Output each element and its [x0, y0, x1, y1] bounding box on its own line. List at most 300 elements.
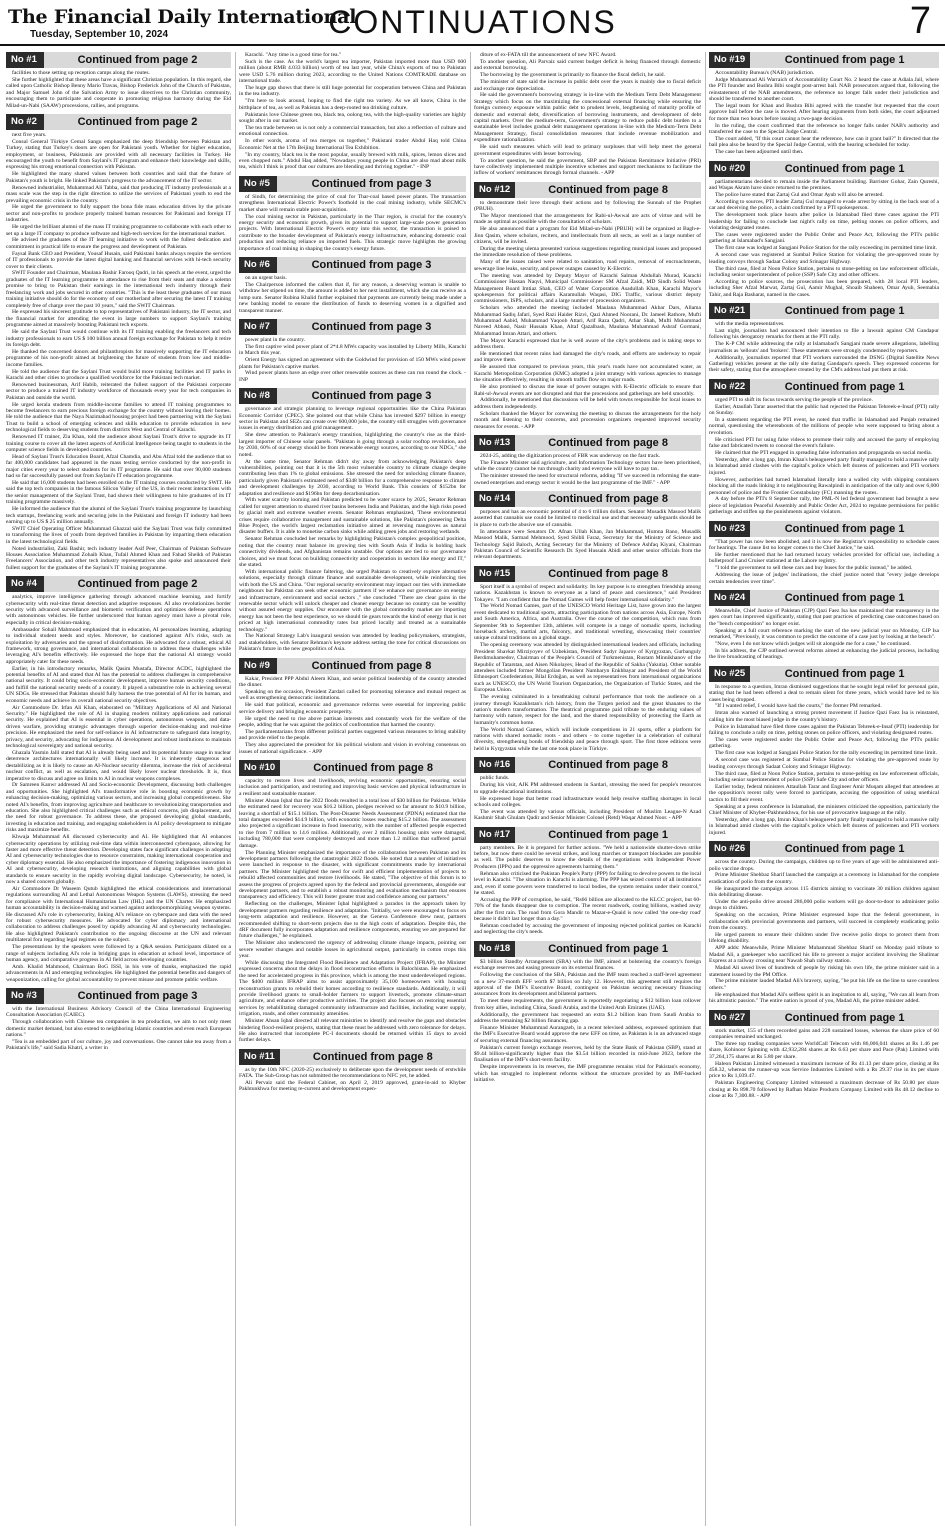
column-1 [6, 52, 231, 1526]
story-paragraph: SWIT Founder and Chairman, Maulana Bashir Farooq Qadri, in his speech at the event, urged the graduates of the IT learning programme to attendance to rise from their seats and make a solemn promise to bring to Pakistan their earnings in the international tech industry through their freelancing work and jobs secured in other countries. "This is the least these graduates of our mass training initiative should do for the economy of our motherland after securing the latest IT training completely free of charge over the past 10 years," said the SWIT Chairman. [6, 270, 231, 309]
story-paragraph: With water scarcity looming and Pakistan predicted to be water scarce by 2025, Senator Rehman called for urgent attention to shared river basins between India and Pakistan, and the high risks posed by glacial melt and extreme weather events. Senator Rehman emphasized, 'These environmental crises require collaborative management and sustainable solutions, like Pakistan's pioneering Delta Blue Project, the world's largest reclamation initiative aimed at reversing mangroves as natural disaster buffers. It is able to monetise carbon sinks while adding green jobs and restoring wetlands. [239, 497, 466, 536]
continuation-story [6, 988, 231, 1052]
story-paragraph: He advised the graduates of the IT learning initiative to work with the fullest dedication and commitment in practical life to ensure the progress and development of Pakistan. [6, 237, 231, 250]
continuation-story [239, 257, 466, 314]
story-body [709, 321, 939, 374]
story-paragraph: Madad Ali saved lives of hundreds of people by risking his own life, the prime minister said in a statement issued by the PM Office. [709, 965, 939, 978]
story-paragraph: He said the government's borrowing strategy is in-line with the Medium Term Debt Management Strategy which focus on the maximizing the concessional external financing while ensuring the foreign currency exposure within public debt to prudent levels, lengthening of maturity profile of domestic and external debt, diversification of borrowing instruments, and development of debt capital markets. Over the medium-term, Government's strategy to reduce public debt burden to a sustainable level includes gradual debt management operations in-line with the Medium-Term Debt Management Strategy, fiscal consolidation measures that include revenue mobilization and expenditure rationalization. [474, 92, 701, 144]
story-paragraph: He informed the audience that the alumni of the Saylani Trust's training programme by launching tech startups, freelancing work and securing jobs in the Pakistani and foreign IT industry had been earning up to US $ 25 million annually. [6, 506, 231, 525]
continued-label: Continued from page 8 [515, 757, 701, 773]
story-number-badge: No #18 [474, 941, 515, 957]
story-paragraph: next five years. [12, 131, 47, 138]
story-number-badge: No #20 [709, 161, 750, 177]
story-paragraph: Minister Ahsan Iqbal directed all relevant ministries to identify and resolve the gaps and obstacles hindering flood-resilient projects, stating that these must be addressed with zero tolerance for delays. He also instructed that incomplete PC-I documents should be returned within 15 days to avoid further delays. [239, 1018, 466, 1044]
story-paragraph: Minister Ahsan Iqbal that the 2022 floods resulted in a total loss of $30 billion for Pakistan. While the estimated need for recovery was $16.2 billion, pledges received so far amount to $10.9 billion, leaving a shortfall of $15.1 billion. The Post-Disaster Needs Assessment (PDNA) estimated that the total damages exceeded $14.9 billion, with economic losses reaching $15.2 billion. The assessment also projected a significant increase in food insecurity, with the number of affected people expected to rise from 7 million to 14.6 million. Additionally, over 2 million housing units were damaged, including 780,000 that were completely destroyed and more than 1.2 million that suffered partial damage. [239, 797, 466, 849]
story-header [6, 988, 231, 1004]
story-paragraph: Noted industrialist, Zaki Bashir, tech industry leader Asif Peer, Chairman of Pakistan Software Houses Association Muhammad Zohaib Khan, Tufail Ahmed Khan and Fahad Sheikh of Pakistan Freelancers' Association, and other tech industry representatives also spoke and announced their fullest support for the graduates of the Saylani's IT training programme. [6, 545, 231, 571]
story-paragraph: Ali Pervaiz said the Federal Cabinet, on April 2, 2019 approved, grant-in-aid to Khyber Pakhtunkhwa for meeting re-current and development expen- [239, 1080, 466, 1093]
continued-label: Continued from page 8 [515, 566, 701, 582]
continuation-story [709, 161, 939, 298]
story-paragraph: Consul General Türkiye Cemal Sangu emphasized the deep friendship between Pakistan and Turkey, stating that Turkey's doors are open for Pakistani youth. Whether for higher education, employment, or business, Pakistanis are provided with all necessary facilities in Turkey. He encouraged the youth to benefit from Saylani's IT program and enhance their knowledge and skills, expressing his strong emotional connection with Pakistan. [6, 138, 231, 171]
story-paragraph: He assured that compared to previous years, this year's roads have not accumulated water, as Karachi Metropolitan Corporation (KMC) adopted a joint strategy with various agencies to manage the situation effectively, resulting in smooth traffic flow on major roads. [474, 364, 701, 384]
story-paragraph: At the same time, Senator Rehman didn't shy away from acknowledging Pakistan's deep vulnerabilities, pointing out that it is the 5th most vulnerable country to climate change despite contributing less than 1% to global emissions. She stressed the need for unlocking climate finance, particularly given Pakistan's estimated need of $348 billion for a comprehensive response to climate and development challenges by 2030, according to World Bank. This consists of $152bn for adaptation and resilience and $196bn for deep decarbonisation. [239, 458, 466, 497]
column-4 [709, 52, 939, 1526]
continuation-story [239, 319, 466, 383]
story-body [239, 275, 466, 314]
story-body [474, 509, 701, 561]
story-number-badge: No #2 [6, 114, 44, 130]
continued-label: Continued from page 1 [750, 666, 939, 682]
story-paragraph: He said that political, economic and governance reforms were essential for improving public service delivery and bringing economic prosperity. [239, 702, 466, 715]
continued-label: Continued from page 3 [277, 388, 466, 404]
story-paragraph: Yesterday, after a long gap, Imran Khan's beleaguered party finally managed to hold a massive rally in Islamabad amid clashes with the capital's police which left dozens of policemen and PTI workers injured. [709, 457, 939, 476]
continuation-story [709, 1010, 939, 1100]
story-paragraph: In other words, aroma of tea merges us together," Pakistani trader Abdul Haq told China Economic Net at the 17th Beijing International Tea Exhibition. [239, 138, 466, 151]
story-paragraph: The development took place hours after police in Islamabad filed three cases against the PTI leadership for failing to conclude last night's rally on time, pelting stones on police officers, and violating designated routes. [709, 212, 939, 232]
story-paragraph: Such is the case. As the world's largest tea importer, Pakistan imported more than USD 600 million (about RMB 4.033 billion) worth of tea last year, while China's exports of tea to Pakistan were USD 5.76 million during 2023, according to the United Nations COMTRADE database on international trade. [239, 58, 466, 85]
story-paragraph: facilities to those setting up reception camps along the routes. [12, 70, 150, 76]
story-body [474, 200, 701, 430]
story-paragraph: He told the audience that the Saylani Trust would build more training facilities and IT parks in Karachi and other cities to produce a qualified workforce for the Pakistani tech market. [6, 368, 231, 381]
story-header [709, 52, 939, 68]
story-paragraph: Addressing the issue of judges' inclinations, the chief justice noted that "every judge develops certain tendencies over time". [709, 572, 939, 585]
story-paragraph: with the media representatives. [715, 321, 785, 328]
continued-label: Continued from page 3 [277, 319, 466, 335]
story-paragraph: Senator Rehman concluded her remarks by highlighting Pakistan's complex geopolitical position, noting that the country must balance its growing ties with South Asia if India is holding back connectivity dividends, and Afghanistan remains unstable. Our options are tied to our governance choices, and we must focus on building connectivity and cooperation in sectors like energy and IT," she stated. [239, 536, 466, 568]
continued-label: Continued from page 1 [750, 161, 939, 177]
story-paragraph: purposes and has an economic potential of 4 to 6 trillion dollars. Senator Musadik Masood Malik asserted that cannabis use could be limited to medicinal use and that necessary safeguards should be in place to curb the abusive use of cannabis. [474, 508, 701, 528]
story-paragraph: Following the conclusion of the SBA, Pakistan and the IMF team reached a staff-level agreement on a new 37-month EFF worth $7 billion on July 12. However, this agreement still requires the approval of the IMF's Executive Board, contingent on Pakistan securing necessary financing assurances from its development and bilateral partners. [474, 972, 701, 998]
story-paragraph: Renowned businessman, Arif Habib, reiterated the fullest support of the Pakistani corporate sector to produce a trained IT industry workforce of thousands every year for tech companies in Pakistan and outside the world. [6, 381, 231, 401]
story-paragraph: However, authorities had turned Islamabad literally into a walled city with shipping containers blocking all the roads linking it to neighbouring Rawalpindi in anticipation of the rally and over 6,000 personnel of police and the Frontier Constabulary (FC) manning the routes. [709, 476, 939, 496]
story-number-badge: No #8 [239, 388, 277, 404]
story-body [239, 406, 466, 652]
story-paragraph: Meanwhile, Chief Justice of Pakistan (CJP) Qazi Faez Isa has maintained that transparency in the apex court has improved significantly, stating that past practices of predicting case outcomes based on the "bench composition" no longer exist. [709, 608, 939, 627]
story-paragraph: He urged kerala students from middle-income families to attend IT training programmes to become freelancers to earn precious foreign exchange for the country without leaving their homes. He told the audience that the Naya Nazimabad housing project had been partnering with the Saylani Trust to build a school of emerging sciences and skills education to provide education in new technological fields to deserving students from districts West and Central of Karachi. [6, 401, 231, 434]
story-paragraph: Rehman also criticised the Pakistan People's Party (PPP) for failing to devolve powers to the local level in Karachi. "The situation in Karachi is alarming. The PPP has seized control of all institutions and, even if some powers were transferred to local bodies, the system remains under their control," he stated. [474, 870, 701, 896]
story-paragraph: $3 billion Standby Arrangement (SBA) with the IMF, aimed at bolstering the country's foreign exchange reserves and easing pressure on its external finances. [474, 958, 701, 972]
story-header [474, 566, 701, 582]
story-paragraph: They also appreciated the president for his political wisdom and vision in evolving consensus on issues of national significance. - APP [239, 742, 466, 755]
story-paragraph: She further highlighted that these areas have a significant Christian population. In this regard, she called upon Catholic Bishop Benny Mario Travas, Bishop Frederick John of the Church of Pakistan, and Major Samuel John of the Salvation Army to issue directives to the Christian community, encouraging them to participate and cooperate in promoting religious harmony during the Eid Milad-un-Nabi (SAAW) processions, rallies, and programs. [6, 76, 231, 109]
story-paragraph: Kakar, President PPP Abdul Aleem Khan, and senior political leadership of the country attended the dinner. [239, 675, 466, 689]
continued-label: Continued from page 2 [44, 114, 231, 130]
story-paragraph: Additionally, he mentioned that discussions will be held with towns responsible for local issues to address them independently. [474, 397, 701, 410]
story-paragraph: Renowned industrialist, Muhammad Ali Tabba, said that producing IT industry professionals at a mass scale was the step in the right direction to utilize the services of Pakistani youth to end the prevailing economic crisis in the country. [6, 184, 231, 204]
story-paragraph: The National Strategy Lab's inaugural session was attended by leading policymakers, strategists, and stakeholders, with Senator Rehman's keynote address setting the tone for critical discussions on Pakistan's future in the new geopolitics of Asia. [239, 633, 466, 653]
story-number-badge: No #5 [239, 176, 277, 192]
story-number-badge: No #16 [474, 757, 515, 773]
story-paragraph: Additionally, the government has requested an extra $1.2 billion loan from Saudi Arabia to address the remaining $2 billion financing gap. [474, 1011, 701, 1024]
story-body [474, 959, 701, 1084]
story-paragraph: He urged the need to rise above partisan interests and constantly work for the welfare of the people, adding that he was against the politics of confrontation that harmed the country. [239, 715, 466, 729]
story-paragraph: He expressed hope that better road infrastructure would help resolve staffing shortages in local schools and colleges. [474, 795, 701, 808]
story-header [709, 1010, 939, 1026]
column-3 [474, 52, 701, 1526]
story-paragraph: In response to a question, Imran dismissed suggestions that he sought legal relief for personal gain, stating that he had been offered a deal to remain silent for three years, which would have led to his cases being dropped. [709, 683, 939, 703]
continued-label: Continued from page 3 [44, 988, 231, 1004]
story-paragraph: Under the anti-polio drive around 286,000 polio workers will go door-to-door to administer polio drops to children. [709, 899, 939, 912]
page-number: 7 [909, 0, 931, 42]
story-paragraph: The World Nomad Games, which will include competitions in 21 sports, offer a platform for nations with shared nomadic roots - and others - to come together in a celebration of cultural diversity, strengthening bonds of friendship and peace through sport. The first three editions were held in Kyrgyzstan while the last one took place in Türkiye. [474, 726, 701, 752]
story-paragraph: of Sindh, for determining the price of coal for Thar-coal based power plants. The transaction strengthens International Electric Power's foothold in the coal mining industry, while SECMC's market share will remain stable post-acquisition. [239, 193, 466, 213]
story-paragraph: The legal team for Khan and Bushra Bibi agreed with the transfer but requested that the court approve bail before the case is moved. After hearing arguments from both sides, the court adjourned for more than two hours before issuing a two-page decision. [709, 103, 939, 122]
story-body [6, 594, 231, 983]
story-number-badge: No #13 [474, 435, 515, 451]
story-number-badge: No #4 [6, 576, 44, 592]
story-paragraph: urged PTI to shift its focus towards serving the people of the province. [715, 396, 873, 403]
story-paragraph: Many of the issues raised were related to sanitation, road repairs, removal of encroachments, sewerage line leaks, security, and power outages caused by K-Electric. [474, 259, 701, 272]
story-paragraph: While discussing the Integrated Flood Resilience and Adaptation Project (IFRAP), the Minister expressed concerns about the delays in flood reconstruction efforts in Balochistan. He emphasized the need for accelerated progress in this province, which is among the most underdeveloped regions. The $400 million IFRAP aims to assist approximately 35,100 homeowners with housing reconstruction grants to rebuild their homes according to resilience standards. Additionally, it will provide livelihood grants to small-holder farmers to support livestock, promote climate-smart agriculture, and enhance other productive activities. The project also focuses on restoring essential services by rehabilitating damaged community infrastructure and facilities, including water supply, irrigation, roads, and other community amenities. [239, 959, 466, 1018]
story-paragraph: The meeting was attended by Deputy Mayor of Karachi Salman Abdullah Murad, Karachi Commissioner Hassan Naqvi, Municipal Commissioner SM Afzal Zaidi, MD Sindh Solid Waste Management Board Imtiaz Shah, CEO of Water Corporation Asadullah Khan, Karachi Mayor's spokesperson for political affairs Karamullah Waqasi, DIG Traffic, various district deputy commissioners, ISPS, scholars, and a large number of procession organizers. [474, 272, 701, 305]
story-paragraph: The third case, filed at Noon Police Station, pertains to stone-pelting on law enforcement officials, including senior superintendent of police (SSP) Safe City and other officers. [709, 770, 939, 783]
story-body [239, 676, 466, 755]
story-paragraph: "Now, even I do not know which judges will sit alongside me for a case," he continued. [715, 641, 911, 648]
columns-area [6, 52, 939, 1526]
continued-label: Continued from page 1 [515, 827, 701, 843]
story-header [474, 757, 701, 773]
story-header [6, 114, 231, 130]
story-paragraph: Speaking on the occasion, Prime Minister expressed hope that the federal government, in collaboration with provincial governments and partners, will succeed in completely eradicating polio from the country. [709, 912, 939, 932]
story-header [474, 827, 701, 843]
continued-label: Continued from page 1 [515, 941, 701, 957]
continuation-story [239, 176, 466, 252]
story-paragraph: According to police sources, the prosecution has been prepared, with 28 local PTI leaders, including Sher Afzal Marwat, Zartaj Gul, Aamir Mughal, Shoaib Shaheen, Omar Ayub, Seemabia Tahir, and Raja Basharat, named in the cases. [709, 278, 939, 298]
story-paragraph: parliamentarians decided to remain inside the Parliament building. Barrister Gohar, Zain Qureshi, and Waqas Akram have since returned to the premises. [709, 178, 939, 192]
story-paragraph: He said that 16,000 students had been enrolled on the IT training courses conducted by SWIT. He said the top tech companies in the famous Silicon Valley of the US, in their recent interactions with the senior management of the Saylani Trust, had shown their willingness to hire graduates of its IT training programme massively. [6, 479, 231, 506]
story-paragraph: on an urgent basis. [245, 274, 287, 281]
story-paragraph: The huge gap shows that there is still huge potential for cooperation between China and Pakistan in the tea industry. [239, 85, 466, 98]
story-header [709, 590, 939, 606]
story-paragraph: Pakistanis love Chinese green tea, black tea, oolong tea, with the high-quality varieties are highly sought after in our market. [239, 111, 466, 125]
story-paragraph: Head of Saylani Trust's Education Board, Afzal Chamdia, and Abu Afzal told the audience that so far 400,000 candidates had appeared in the mass testing service conducted by the non-profit in major cities every year to select students for its IT programme. He said that over 90,000 students had so far successfully passed out from Saylani's IT education programme. [6, 453, 231, 480]
story-paragraph: Finance Minister Muhammad Aurangzeb, in a recent televised address, expressed optimism that the IMF's Executive Board would approve the new EFF on time, as Pakistan is in an advanced stage of securing external financing assurances. [474, 1024, 701, 1044]
story-paragraph: 2024-25, adding the digitization process of FBR was underway on the fast track. [480, 452, 661, 459]
story-paragraph: He urged the brilliant alumni of the mass IT training programme to collaborate with each other to set up a large IT company to produce software and high-tech services for the international market. [6, 224, 231, 237]
story-paragraph: diture of ex-FATA till the announcement of new NFC Award. [480, 52, 617, 58]
story-paragraph: stock market, 155 of them recorded gains and 228 sustained losses, whereas the share price of 60 companies remained unchanged. [709, 1027, 939, 1040]
story-number-badge: No #23 [709, 521, 750, 537]
story-header [6, 52, 231, 68]
story-paragraph: Accountability Bureau's (NAB) jurisdiction. [715, 70, 815, 76]
story-paragraph: Speaking at a press conference in Islamabad, the ministers criticized the opposition, particularly the Chief Minister of Khyber-Pakhtunkhwa, for his use of provocative language at the rally. [709, 803, 939, 816]
story-number-badge: No #7 [239, 319, 277, 335]
story-body [709, 70, 939, 156]
story-number-badge: No #25 [709, 666, 750, 682]
story-paragraph: Air Commodore Dr Waseem Qutub highlighted the ethical considerations and international regulations surrounding AI and Lethal Autonomous Weapon Systems (LAWS), stressing the need for compliance with International Humanitarian Law (IHL) and the UN Charter. He emphasized human accountability in decision-making and warned against anthropomorphizing weapon systems. He discussed AI's role in cybersecurity, linking AI's reliance on cyberspace and data with the need for robust cybersecurity measures. He advocated for cyber diplomacy and international collaboration to address challenges posed by rapidly advancing AI and cybersecurity technologies. He also highlighted Pakistan's contribution to the ongoing discourse at the UN and relevant multilateral fora regarding legal regimes on the subject. [6, 885, 231, 944]
story-number-badge: No #6 [239, 257, 277, 273]
story-paragraph: Despite improvements in its reserves, the IMF programme remains vital for Pakistan's economy, which has struggled to implement reforms without the structure provided by an IMF-backed initiative. [474, 1064, 701, 1084]
story-number-badge: No #9 [239, 658, 277, 674]
story-header [239, 176, 466, 192]
continuation-story [709, 841, 939, 1004]
story-paragraph: Speaking at a full court reference marking the start of the new judicial year on Monday, CJP Isa remarked, "Previously, it was common to predict the outcome of a case just by looking at the bench". [709, 627, 939, 641]
continued-label: Continued from page 8 [280, 760, 466, 776]
masthead [0, 0, 945, 46]
story-body [709, 684, 939, 836]
story-body [474, 52, 701, 177]
story-header [474, 941, 701, 957]
story-paragraph: "In my country, black tea is the most popular, usually brewed with milk, spices, lemon slices and even chopped nuts." Abdul Haq added, "Nowadays young people in China are also mad about milk tea, which I think is proof that our cultures are blending and thriving together." - INP [239, 151, 466, 171]
story-header [709, 521, 939, 537]
story-paragraph: He inaugurated the campaign across 115 districts aiming to vaccinate 30 million children against this debilitating disease. [709, 885, 939, 899]
story-paragraph: The tea trade between us is not only a commercial transaction, but also a reflection of culture and emotional connection. [239, 124, 466, 138]
continued-label: Continued from page 2 [44, 52, 231, 68]
story-paragraph: The court added, "If this court cannot hear the reference, how can it grant bail?" It directed that the bail plea also be heard by the Special Judge Central, with the hearing scheduled for today. [709, 136, 939, 149]
continuation-story [239, 658, 466, 755]
story-number-badge: No #15 [474, 566, 515, 582]
story-body [6, 70, 231, 109]
story-number-badge: No #14 [474, 491, 515, 507]
continued-label: Continued from page 3 [277, 257, 466, 273]
story-number-badge: No #1 [6, 52, 44, 68]
story-paragraph: The police have stated that Zartaj Gul and Omar Ayub will also be arrested. [715, 192, 884, 199]
story-paragraph: He criticised PTI for using false videos to promote their rally and accused the party of employing false and fabricated tweets to conceal the event's failure. [709, 436, 939, 450]
continued-label: Continued from page 1 [750, 1010, 939, 1026]
story-paragraph: He mentioned that recent rains had damaged the city's roads, and efforts are underway to repair and improve them. [474, 351, 701, 364]
story-body [474, 584, 701, 753]
story-paragraph: According to sources, PTI leader Zartaj Gul managed to evade arrest by sitting in the back seat of a car and deceiving the police, a claim confirmed by a PTI spokesperson. [709, 199, 939, 212]
story-paragraph: capacity to restore lives and livelihoods, reviving economic opportunities, ensuring social inclusion and participation, and restoring and improving basic services and physical infrastructure in a resilient and sustainable manner. [239, 778, 466, 797]
story-paragraph: The three top trading companies were WorldCall Telecom with 86,006,041 shares at Rs 1.46 per share, Kohinoor Spinning with 42,932,284 shares at Rs 6.63 per share and Pace (Pak) Limited with 37,264,175 shares at Rs 5.80 per share. [709, 1040, 939, 1060]
continuation-story [474, 757, 701, 821]
continuation-story [709, 590, 939, 661]
story-paragraph: "I'm here to look around, hoping to find the right tea variety. As we all know, China is the birthplace of tea, as well as Pakistan has a deep-rooted tea drinking culture. [239, 98, 466, 111]
story-number-badge: No #12 [474, 182, 515, 198]
story-paragraph: The borrowing by the government is primarily to finance the fiscal deficit, he said. [480, 72, 666, 79]
story-paragraph: The Finance Minister said agriculture, and Information Technology sectors have been prioritised, while the country cannot be run through charity and everyone will have to pay tax. [474, 459, 701, 473]
story-body [474, 453, 701, 486]
story-paragraph: The Planning Minister emphasized the importance of the collaboration between Pakistan and its development partners following the catastrophic 2022 floods. He noted that a number of initiatives were launched in response to the disaster, with significant commitments made by international partners. The Minister highlighted the need for swift and efficient implementation of projects to rebuild affected communities and restore livelihoods. He stated, "The objective of this forum is to assess the progress of projects agreed upon by the federal and provincial governments, alongside our development partners, and to establish a robust monitoring and evaluation mechanism that ensures transparency and efficiency. This will foster greater trust and confidence among our partners." [239, 849, 466, 901]
story-paragraph: He also promised to discuss the issue of power outages with K-Electric officials to ensure that Rabi-ul-Awwal events are not disrupted and that the processions and gatherings are held smoothly. [474, 384, 701, 397]
story-paragraph: She drew attention to Pakistan's energy transition, highlighting the country's rise as the third-largest importer of Chinese solar panels. "Pakistan is going through a solar rooftop revolution, and by 2030, 60% of our energy should be from renewable energy sources, according to our NDCs," she noted. [239, 432, 466, 458]
story-paragraph: Ghazala Yasmin Jalil stated that AI is already being used and its potential future usage in nuclear deterrence architectures internationally will likely increase. It is inherently dangerous and destabilizing as it is likely to cause an AI-Nuclear security dilemma, increase the risk of accidental nuclear conflict, as well as escalation, and would likely lower nuclear thresholds. It is, thus imperative to discuss and agree on limits to AI in nuclear weapons complexes. [6, 749, 231, 782]
story-body [709, 859, 939, 1004]
story-paragraph: A day before the PTI's 8 September rally, the PML-N led federal government had brought a new piece of legislation Peaceful Assembly and Public Order Act, 2024 to regulate permissions for public gatherings and stiffen up the punishments against violators. [709, 496, 939, 516]
continuation-story [709, 666, 939, 836]
story-paragraph: The third case, filed at Noon Police Station, pertains to stone-pelting on law enforcement officials, including senior superintendent of police (SSP) Safe City and other officers. [709, 265, 939, 278]
story-paragraph: Yesterday, after a long gap, Imran Khan's beleaguered party finally managed to hold a massive rally in Islamabad amid clashes with the capital's police which left dozens of policemen and PTI workers injured. [709, 816, 939, 836]
story-paragraph: A second case was registered at Sumbal Police Station for violating the pre-approved route by leading convoys through Sadaat Colony and Srinagar Highway. [709, 757, 939, 770]
story-paragraph: The coal mining sector in Pakistan, particularly in the Thar region, is crucial for the country's energy security and economic growth, given its potential to support large-scale power generation projects. With International Electric Power's entry into this sector, the transaction is poised to contribute to the broader development of Pakistan's energy infrastructure, enhancing domestic coal production and reducing reliance on imported fuels. This strategic move highlights the growing importance of coal mining in shaping the country's energy future. [239, 213, 466, 252]
story-paragraph: With international public finance faltering, she urged Pakistan to creatively explore alternative solutions, especially through climate finance and sustainable development, while reinforcing ties with both the US and China. "Our regional security environment may impact our ties with immediate neighbours but Pakistan can seek other economic partners if we enhance our governance on energy and infrastructure, environment and social sectors ," she concluded "There are clear gains in the renewable sector which will unlock cheaper and cleaner energy because no country can be wealthy without assured energy supplies. Our encounter with the global commodity market are importing energy has not been the best experience, so we should tie gears towards the kind of energy that is not priced at high international commodity rates but priced locally and treated as a sustainable technology." [239, 568, 466, 633]
continuation-story [474, 52, 701, 177]
story-body [709, 1028, 939, 1100]
continuation-story [474, 491, 701, 561]
continuation-story [239, 388, 466, 652]
story-paragraph: Pakistan's current foreign exchange reserves, held by the State Bank of Pakistan (SBP), stand at $9.44 billion-significantly higher than the $3.54 billion recorded in mid-June 2023, before the finalisation of the IMF's short-term facility. [474, 1044, 701, 1064]
story-body [239, 194, 466, 252]
story-paragraph: The first case was lodged at Sangjani Police Station for the rally exceeding its permitted time limit. [715, 245, 937, 252]
story-paragraph: "That power has now been abolished, and it is now the Registrar's responsibility to schedule cases for hearings. The cause list no longer comes to the Chief Justice," he said. [709, 538, 939, 552]
column-2 [239, 52, 466, 1526]
story-paragraph: Ambassador Sohail Mahmood emphasized that in education, AI personalizes learning, adapting to individual student needs and styles. Moreover, he cautioned against AI's risks, such as exploitation by adversaries and the spread of disinformation. He advocated for a robust, ethical AI framework, strong governance, and international collaboration to address these challenges while leveraging AI's benefits effectively. He expressed the hope that the national AI strategy would appropriately cater for these needs. [6, 626, 231, 665]
story-number-badge: No #21 [709, 303, 750, 319]
story-paragraph: He thanked the concerned donors and philanthropists for massively supporting the IT education programme of his non-profit aimed at brightening the future of students from low and middle-income families. [6, 348, 231, 368]
story-paragraph: with the International Business Advisory Council of the China International Engineering Consultation Association (CAIEC). [6, 1006, 231, 1019]
story-header [709, 379, 939, 395]
story-paragraph: Police in Islamabad have filed three cases against the Pakistan Tehreek-e-Insaf (PTI) leadership for failing to conclude a rally on time, pelting stones on police officers, and violating designated routes. [709, 723, 939, 737]
continued-label: Continued from page 1 [750, 521, 939, 537]
continuation-story [6, 52, 231, 109]
story-header [239, 760, 466, 776]
story-header [709, 161, 939, 177]
story-paragraph: Last night, journalists had announced their intention to file a lawsuit against CM Gandapur following his derogatory remarks for them at the PTI rally. [709, 328, 939, 341]
story-header [6, 576, 231, 592]
story-paragraph: power plant in the country. [245, 336, 306, 343]
story-header [239, 658, 466, 674]
story-paragraph: Khwaja Muhammad Ali discussed cybersecurity and AI. He highlighted that AI enhances cybersecurity operations by utilizing real-time data within interconnected cyberspace, allowing for faster and more effective threat detection. Developing states face significant challenges in adopting AI and cybersecurity technologies due to resource constraints, making international cooperation and cyber diplomacy essential. He also emphasized the importance of fostering indigenous innovation in AI and cybersecurity, developing research institutions, and aligning capabilities with global standards to ensure security in the rapidly evolving digital landscape. Cybersecurity, he noted, is now a shared concern globally. [6, 834, 231, 886]
story-paragraph: as by the 10th NFC (2020-25) exclusively to deliberate upon the development needs of erstwhile FATA. The Sub-Group has not submitted the recommendations to NFC yet, he added. [239, 1066, 466, 1080]
story-number-badge: No #17 [474, 827, 515, 843]
story-paragraph: Karachi. "Any time is a good time for tea." [245, 52, 342, 58]
story-number-badge: No #24 [709, 590, 750, 606]
continued-label: Continued from page 8 [515, 182, 701, 198]
story-paragraph: He claimed that the PTI engaged in spreading false information and propaganda on social media. [715, 450, 932, 457]
story-paragraph: The World Nomad Games, part of the UNESCO World Heritage List, have grown into the largest event dedicated to traditional sports, attracting participation from nations across Asia, Europe, North and South America, Africa, and Australia. Over the course of the competition, which runs from September 9th to September 13th, athletes will compete in a range of nomadic sports, including horseback archery, martial arts, falconry, and traditional wrestling, showcasing their countries' unique cultural traditions on a global stage. [474, 603, 701, 642]
story-paragraph: He further mentioned that he had returned luxury vehicles provided for official use, including a bulletproof Land Cruiser stationed at the Lahore registry. [709, 551, 939, 565]
story-paragraph: Judge Muhammad Ali Warraich of Accountability Court No. 2 heard the case at Adiala Jail, where the PTI founder and Bushra Bibi sought post-arrest bail. NAB prosecutors argued that, following the reinstatement of the NAB amendments, the reference no longer falls under their jurisdiction and should be transferred to another court. [709, 76, 939, 103]
story-paragraph: Through collaboration with Chinese tea companies in tea production, we aim to not only meet domestic market demand, but also extend to neighboring Islamic countries and even reach European nations." [6, 1019, 231, 1039]
story-paragraph: He said the Saylani Trust would continue with its IT training enabling the freelancers and tech industry professionals to earn US $ 100 billion annual foreign exchange for Pakistan to help it retire its foreign debt. [6, 329, 231, 348]
story-paragraph: In attendance were Senators Dr. Afnan Ullah Khan, Jan Muhammad, Humna Bano, Musadik Masood Malik, Sarmad Mehmood, Syed Shibli Faraz, Secretary for the Ministry of Science and Technology Sajid Baloch, Acting Secretary for the Ministry of Defence Ashfaq Kiyani, Chairman Pakistan Council of Scientific Research Dr. Syed Hussain Abidi and other senior officials from the relevant departments. [474, 528, 701, 561]
story-paragraph: Accusing the PPP of corruption, he said, "Rs66 billion are allocated to the KLCC project, but 60-70% of the funds disappear due to corruption. The recent roadwork, costing billions, washed away after the first rain. The road from Gora Mandir to Mazar-e-Quaid is now called 'the one-day road' because it didn't last longer than a day." [474, 896, 701, 923]
story-paragraph: The Mayor Karachi expressed that he is well aware of the city's problems and is taking steps to address them. [474, 337, 701, 351]
story-number-badge: No #3 [6, 988, 44, 1004]
story-paragraph: During his visit, AJK PM addressed students in Sardari, stressing the need for people's resources to upgrade educational institutions. [474, 782, 701, 795]
continued-label: Continued from page 8 [515, 435, 701, 451]
story-paragraph: Reflecting on the challenges, Minister Iqbal highlighted a paradox in the approach taken by development partners regarding resilience and adaptation. "Initially, we were encouraged to focus on long-term adaptation and resilience. However, as the Geneva Conference drew near, partners recommended shifting to short-term projects due to the high costs of adaptation. Despite this, the 4RF document fully incorporates adaptation and resilience components, ensuring we are prepared for future challenges," he explained. [239, 901, 466, 940]
story-number-badge: No #11 [239, 1049, 280, 1065]
story-paragraph: Earlier, Ataullah Tarar asserted that the public had rejected the Pakistan Tehreek-e-Insaf (PTI) rally on Sunday. [709, 403, 939, 417]
continuation-story [709, 521, 939, 585]
story-paragraph: He also announced that a program for Eid Milad-un-Nabi (PBUH) will be organized at Bagh-e-Jinn Qasim, where scholars, reciters, and intellectuals from all sects, as well as a large number of citizens, will be invited. [474, 226, 701, 246]
continuation-story [239, 760, 466, 1044]
story-body [709, 608, 939, 661]
story-paragraph: Prime Minister Shehbaz Sharif launched the campaign at a ceremony in Islamabad for the complete eradication of polio from the country. [709, 872, 939, 885]
continued-label: Continued from page 8 [280, 1049, 466, 1065]
story-paragraph: The Chairperson informed the callers that if, for any reason, a deserving woman is unable to withdraw her stipend on time, the amount is added to her next installment, which she can receive as a lump sum. Senator Rubina Khalid further explained that payments are currently being made under a new banking model to ensure the distribution of funds to deserving women in a dignified and transparent manner. [239, 281, 466, 314]
story-paragraph: He said such measures which will lead to primary surpluses that will help meet the general government expenditures with lesser borrowing. [474, 144, 701, 157]
story-paragraph: To another question, Ali Parvaiz said current budget deficit is being financed through domestic and external borrowing. [474, 58, 701, 72]
continuation-story [709, 379, 939, 516]
story-number-badge: No #19 [709, 52, 750, 68]
continuation-story [239, 52, 466, 171]
story-body [709, 539, 939, 585]
continued-label: Continued from page 2 [44, 576, 231, 592]
story-header [474, 491, 701, 507]
continuation-story [474, 827, 701, 936]
paper-date: Tuesday, September 10, 2024 [30, 29, 169, 40]
continuation-story [709, 303, 939, 374]
story-body [239, 337, 466, 383]
story-paragraph: "If I wanted relief, I would have had the courts," the former PM remarked. [715, 703, 882, 710]
story-paragraph: The prime minister lauded Madad Ali's bravery, saying, "he put his life on the line to save countless others." [709, 978, 939, 991]
story-paragraph: APP adds: Meanwhile, Prime Minister Muhammad Shehbaz Sharif on Monday paid tribute to Madad Ali, a gatekeeper who sacrificed his life to prevent a major accident involving the Shalimar Express at a railway crossing near Nawab Shah railway station. [709, 945, 939, 965]
story-paragraph: Air Commodore Dr. Irfan Ali Khan, elaborated on "Military Applications of AI and National Security." He highlighted the role of AI in shaping modern military applications and national security. He explained that AI is essential in cyber operations, autonomous weapons, and data-driven warfare, providing strategic advantages through superior decision-making and real-time precision. He emphasized the need for self-reliance in AI infrastructure to safeguard data integrity, privacy, and security, advocating for indigenous AI development and robust institutions to maintain technological sovereignty and national security. [6, 704, 231, 749]
paper-name: The Financial Daily International [8, 6, 357, 28]
story-paragraph: to demonstrate their love through their actions and by following the Sunnah of the Prophet (PBUH). [474, 199, 701, 213]
continuation-story [474, 182, 701, 430]
story-number-badge: No #22 [709, 379, 750, 395]
story-paragraph: analytics, improve intelligence gathering through advanced machine learning, and fortify cybersecurity with real-time threat detection and adaptive responses. AI also revolutionizes border security with advanced surveillance and biometric verification and optimizes defense operations with autonomous vehicles. He further underscored that human agency must have a pivotal role, especially in critical decision-making. [6, 594, 231, 626]
story-paragraph: The Minister also underscored the urgency of addressing climate change impacts, pointing out severe weather changes and notable losses in agricultural output, particularly in cotton crops this year. [239, 940, 466, 960]
continuation-story [6, 576, 231, 983]
story-paragraph: SWIT Chief Operating Officer Muhammad Ghazzal said the Saylani Trust was fully committed to transforming the lives of youth from deprived families in Pakistan by imparting them education in the latest technological fields. [6, 525, 231, 545]
story-paragraph: He expressed his sincerest gratitude to top representatives of Pakistani industry, the IT sector, and the financial market for attending the event in large numbers to support Saylani's training programme aimed at massively boosting Pakistani tech exports. [6, 309, 231, 329]
story-paragraph: The first case was lodged at Sangjani Police Station for the rally exceeding its permitted time limit. [715, 750, 937, 757]
story-paragraph: A second case was registered at Sumbal Police Station for violating the pre-approved route by leading convoys through Sadaat Colony and Srinagar Highway. [709, 252, 939, 265]
story-paragraph: The event was attended by various officials, including President of Muslim League-N Azad Kashmir Shah Ghulam Qadir and Senior Minister Colonel (Retd) Waqar Ahmed Noor. - APP [474, 808, 701, 822]
story-paragraph: The K-P CM while addressing the rally at Islamabad's Sangjani made severe allegations, labelling journalists as 'sellouts' and 'brokers'. These statements were strongly condemned by reporters. [709, 341, 939, 354]
story-paragraph: public funds. [480, 775, 510, 782]
story-paragraph: In his address, the CJP outlined several reforms aimed at enhancing the judicial process, including the live broadcasting of hearings. [709, 647, 939, 661]
continued-label: Continued from page 8 [515, 491, 701, 507]
story-header [709, 666, 939, 682]
story-paragraph: To another question, he said the government, SBP and the Pakistan Remittance Initiative (PRI) have collectively implemented multiple incentive schemes and support mechanisms to facilitate the inflow of workers' remittances through formal channels. - APP [474, 157, 701, 177]
story-paragraph: The case has been adjourned until then. [715, 149, 804, 156]
story-paragraph: Speaking on the occasion, President Zardari called for promoting tolerance and mutual respect as well as strengthening democratic institutions. [239, 689, 466, 702]
story-paragraph: Sport itself is a symbol of respect and solidarity. Its key purpose is to strengthen friendship among nations. Kazakhstan is known to everyone as a land of peace and coexistence," said President Tokayev. "I am confident that the Nomad Games will help foster international solidarity." [474, 583, 701, 603]
story-paragraph: To meet these requirements, the government is reportedly negotiating a $12 billion loan rollover from key allies, including China, Saudi Arabia, and the United Arab Emirates (UAE). [474, 998, 701, 1011]
story-body [6, 1006, 231, 1052]
story-paragraph: The cases were registered under the Public Order and Peace Act, following the PTI's public gathering at Islamabad's Sangjani. [709, 232, 939, 245]
story-body [239, 1067, 466, 1093]
story-paragraph: The minister stressed the need for structural reforms, adding "If we succeed in reforming the state-owned enterprises and energy sector it would be the last programme of the IMF." - APP [474, 473, 701, 486]
story-header [239, 1049, 466, 1065]
story-body [474, 845, 701, 936]
story-paragraph: He emphasized that Madad Ali's selfless spirit is an inspiration to all, saying, "We can all learn from his altruistic passion." The entire nation is proud of you, Madad Ali, the prime minister added. [709, 991, 939, 1005]
continuation-story [6, 114, 231, 571]
story-paragraph: The cases were registered under the Public Order and Peace Act, following the PTI's public gathering. [709, 737, 939, 750]
story-body [709, 397, 939, 516]
story-number-badge: No #26 [709, 841, 750, 857]
story-paragraph: Wind power plants have an edge over other renewable sources as these can run round the clock. - INP [239, 370, 466, 383]
story-paragraph: The Mayor mentioned that the arrangements for Rabi-ul-Awwal are acts of virtue and will be made as optimal as possible with the consultation of scholars. [474, 213, 701, 226]
story-paragraph: Pakistan Engineering Company Limited witnessed a maximum decrease of Rs 50.80 per share closing at Rs 898.70 followed by Rafhan Maize Products Company Limited with Rs 48.12 decline to close at Rs 7,300.88. - APP [709, 1080, 939, 1100]
story-paragraph: Scholars thanked the Mayor for convening the meeting to discuss the arrangements for the holy month and listening to their concerns, and procession organizers requested improved security measures for events. - APP [474, 410, 701, 430]
story-paragraph: Orient Energy has signed an agreement with the Goldwind for provision of 150 MWs wind power plants for Pakistan's captive market. [239, 357, 466, 370]
story-header [709, 841, 939, 857]
continued-label: Continued from page 1 [750, 379, 939, 395]
story-paragraph: Amb. Khalid Mahmood, Chairman BoG ISSI, in his vote of thanks, emphasized the rapid advancements in AI and emerging technologies. He highlighted the potential benefits and dangers of weaponization, calling for global accountability to prevent misuse and promote public welfare. [6, 963, 231, 983]
story-paragraph: Rehman concluded by accusing the government of imposing rejected political parties on Karachi and neglecting the city's needs. [474, 923, 701, 936]
story-body [474, 775, 701, 821]
story-paragraph: Earlier, in his introductory remarks, Malik Qasim Mustafa, Director ACDC, highlighted the potential benefits of AI and stated that AI has the potential to address challenges in comprehensive national security. It could bring socio-economic development, improve human security conditions, and fulfill the national security needs of a country. It played a substantive role in achieving several UN SDGs. He stressed that Pakistan should fully harness the true potential of AI for its human, and economic needs and achieve its overall national security objectives. [6, 665, 231, 704]
continued-label: Continued from page 1 [750, 303, 939, 319]
story-paragraph: The evening culminated in a breathtaking cultural performance that took the audience on a journey through Kazakhstan's rich history, from the Turgen period and the great khanates to the nation's modern transformation. The theatrical programme paid tribute to the enduring values of harmony with nature, respect for the land, and the shared responsibility of protecting the Earth as humanity's common home. [474, 694, 701, 726]
story-header [474, 182, 701, 198]
story-body [239, 778, 466, 1044]
story-paragraph: "I told the government to sell these cars and buy buses for the public instead," he added. [715, 565, 913, 572]
story-paragraph: The opening ceremony was attended by distinguished international leaders and officials, including President Shavkat Mirziyoyev of Uzbekistan, President Sadyr Japarov of Kyrgyzstan, Gurbanguly Berdimuhamedov, Chairman of the People's Council of Turkmenistan, Rustam Minnikhanov of the Republic of Tatarstan, and Aisen Nikolayev, Head of the Republic of Sakha (Yakutia). Other notable attendees included former Mongolian President Nambaryn Enkhbayar and President of the World Ethnosport Confederation, Bilal Erdoğan, as well as representatives from international organizations such as UNESCO, the UN World Tourism Organization, the Organization of Turkic States, and the European Union. [474, 642, 701, 694]
story-paragraph: across the country. During the campaign, children up to five years of age will be administered anti-polio vaccine drops. [709, 859, 939, 872]
story-paragraph: Faysal Bank CEO and President, Yousaf Husain, said Pakistani banks always require the services of IT professionals to provide the latest digital banking and financial services with hi-tech security cover to their clients. [6, 250, 231, 270]
story-paragraph: governance and strategic planning to leverage regional opportunities like the China Pakistan Economic Corridor (CPEC). She pointed out that while China has invested $297 billion in energy sector in Pakistan and SEZs can create over 600,000 jobs, the country still struggles with governance issues in energy distribution and grid management. [239, 406, 466, 432]
story-body [6, 132, 231, 571]
continuation-story [474, 941, 701, 1084]
continued-label: Continued from page 3 [277, 176, 466, 192]
story-header [239, 319, 466, 335]
story-paragraph: Dr Samreen Kanwr addressed AI and Socio-economic Development, discussing both challenges and opportunities. She highlighted AI's transformative role in boosting economic growth by enhancing decision-making, optimizing various sectors, and increasing global competitiveness. She noted AI's benefits, from improving agriculture and healthcare to revolutionizing transportation and education. She also highlighted critical challenges such as ethical concerns, job displacement, and the need for robust governance. To address these, she proposed developing global standards, investing in education and training, and engaging stakeholders in AI policy development to mitigate risks and maximize benefits. [6, 782, 231, 834]
story-paragraph: The first captive wind power plant of 2*4.8 MWs capacity was installed by Liberty Mills, Karachi in March this year. [239, 343, 466, 357]
story-paragraph: Additionally, journalists reported that PTI workers surrounded the DSNG (Digital Satellite News Gathering) vehicles present at the rally site during Gandapur's speech. They expressed concerns for their safety, stating that the atmosphere created by the CM's address had put them at risk. [709, 354, 939, 374]
story-body [239, 52, 466, 171]
continued-label: Continued from page 8 [277, 658, 466, 674]
story-paragraph: During the meeting ulema presented various suggestions regarding municipal issues and proposed the immediate resolution of these problems. [474, 246, 701, 259]
story-number-badge: No #27 [709, 1010, 750, 1026]
story-paragraph: The parliamentarians from different political parties suggested various measures to bring stability and provide relief to the people. [239, 728, 466, 742]
